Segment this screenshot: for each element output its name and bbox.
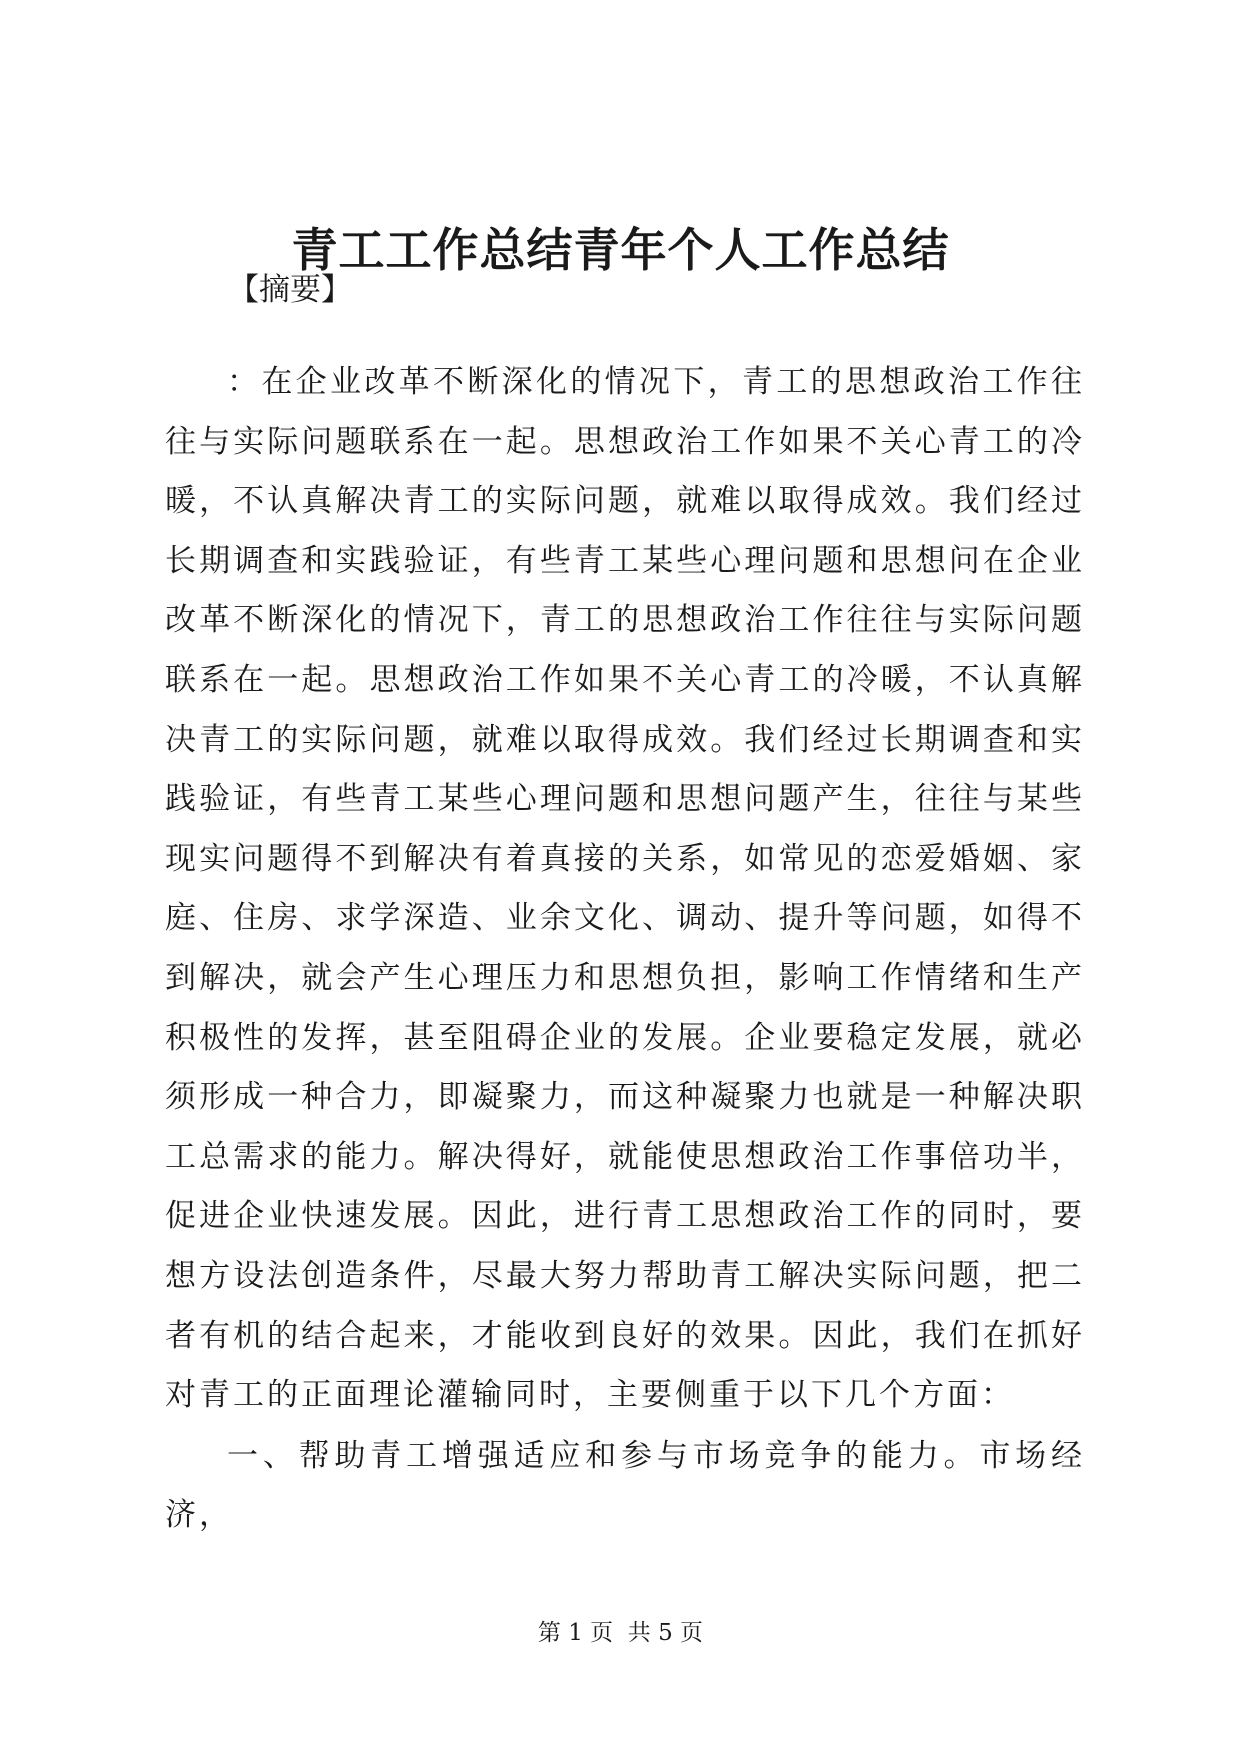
body-paragraph-2: 一、帮助青工增强适应和参与市场竞争的能力。市场经济， [165,1437,1085,1534]
document-title: 青工工作总结青年个人工作总结 [291,223,950,277]
page-footer [0,1618,1241,1648]
abstract-label: 【摘要】 [228,272,352,308]
body-paragraph-1: ：在企业改革不断深化的情况下，青工的思想政治工作往往与实际问题联系在一起。思想政治工作如果不关心青工的冷暖，不认真解决青工的实际问题，就难以取得成效。我们经过长期调查和实践验证，有些青工某些心理问题和思想问在企业改革不断深化的情况下，青工的思想政治工作往往与实际问题联系在一起。思想政治工作如果不关心青工的冷暖，不认真解决青工的实际问题，就难以取得成效。我们经过长期调查和实践验证，有些青工某些心理问题和思想问题产生，往往与某些现实问题得不到解决有着真接的关系，如常见的恋爱婚姻、家庭、住房、求学深造、业余文化、调动、提升等问题，如得不到解决，就会产生心理压力和思想负担，影响工作情绪和生产积极性的发挥，甚至阻碍企业的发展。企业要稳定发展，就必须形成一种合力，即凝聚力，而这种凝聚力也就是一种解决职工总需求的能力。解决得好，就能使思想政治工作事倍功半，促进企业快速发展。因此，进行青工思想政治工作的同时，要想方设法创造条件，尽最大努力帮助青工解决实际问题，把二者有机的结合起来，才能收到良好的效果。因此，我们在抓好对青工的正面理论灌输同时，主要侧重于以下几个方面： [165,364,1085,1414]
page-number: 第 1 页 共 5 页 [537,1620,704,1646]
document-body [165,353,1085,1546]
